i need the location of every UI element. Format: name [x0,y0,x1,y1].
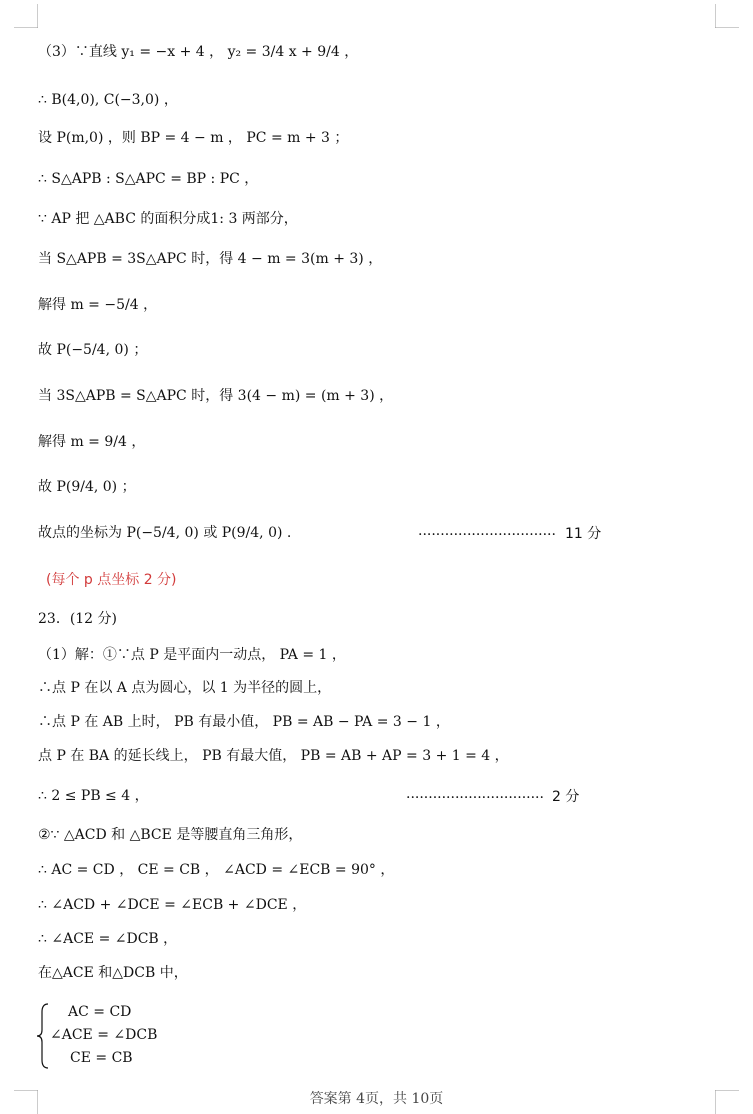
solution-line-8: 故 P(−5/4, 0) ； [38,342,148,358]
scoring-note: (每个 p 点坐标 2 分) [46,572,177,588]
score-label-2: 2 分 [552,789,580,805]
solution-line-7: 解得 m = −5/4 ， [38,297,158,313]
solution-line-17: ∴ 2 ≤ PB ≤ 4 ， [38,788,149,804]
crop-mark-top-right [715,4,739,28]
solution-line-3: 设 P(m,0) ，则 BP = 4 − m ， PC = m + 3 ； [38,130,349,146]
question-23-heading: 23．(12 分) [38,611,118,627]
solution-line-11: 故 P(9/4, 0) ； [38,479,136,495]
system-eq-1: AC = CD [68,1004,132,1020]
solution-line-1: （3）∵直线 y₁ = −x + 4 ， y₂ = 3/4 x + 9/4 ， [38,44,359,60]
score-dots-1: ............................... [418,523,556,539]
system-eq-3: CE = CB [70,1050,133,1066]
solution-line-20: ∴ ∠ACD + ∠DCE = ∠ECB + ∠DCE ， [38,897,307,913]
score-label-1: 11 分 [565,526,602,542]
solution-line-15: ∴点 P 在 AB 上时， PB 有最小值， PB = AB − PA = 3 − 1 ， [38,714,450,730]
crop-mark-top-left [14,4,38,28]
system-brace [36,1002,50,1070]
solution-line-22: 在△ACE 和△DCB 中， [38,965,188,981]
solution-line-10: 解得 m = 9/4 ， [38,434,146,450]
solution-line-21: ∴ ∠ACE = ∠DCB ， [38,931,178,947]
solution-line-18: ②∵ △ACD 和 △BCE 是等腰直角三角形， [38,827,303,843]
solution-line-4: ∴ S△APB : S△APC = BP : PC ， [38,171,259,187]
solution-line-5: ∵ AP 把 △ABC 的面积分成1: 3 两部分， [38,211,298,227]
solution-line-19: ∴ AC = CD ， CE = CB ， ∠ACD = ∠ECB = 90° ， [38,862,395,878]
solution-line-13: （1）解：①∵点 P 是平面内一动点， PA = 1 ， [38,647,346,663]
solution-line-2: ∴ B(4,0), C(−3,0) ， [38,92,178,108]
system-eq-2: ∠ACE = ∠DCB [50,1027,158,1043]
solution-line-12: 故点的坐标为 P(−5/4, 0) 或 P(9/4, 0) . [38,525,292,541]
score-dots-2: ............................... [406,786,544,802]
solution-line-6: 当 S△APB = 3S△APC 时，得 4 − m = 3(m + 3) ， [38,251,383,267]
solution-line-16: 点 P 在 BA 的延长线上， PB 有最大值， PB = AB + AP = 3 + 1 = 4 ， [38,748,509,764]
solution-line-9: 当 3S△APB = S△APC 时，得 3(4 − m) = (m + 3) ， [38,388,394,404]
page-footer: 答案第 4页，共 10页 [309,1091,444,1107]
solution-line-14: ∴点 P 在以 A 点为圆心，以 1 为半径的圆上， [38,680,332,696]
